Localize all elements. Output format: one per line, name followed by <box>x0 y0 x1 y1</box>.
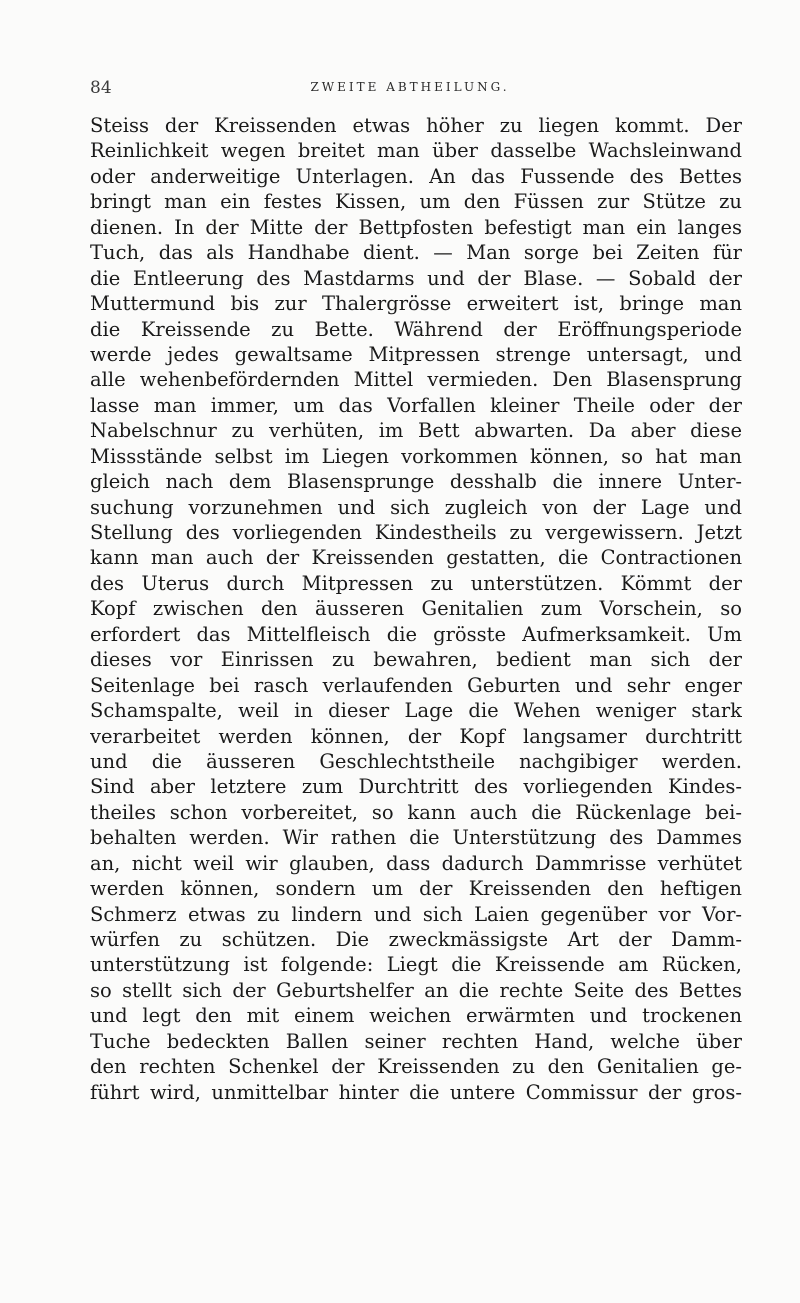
text-line: den rechten Schenkel der Kreissenden zu den Genitalien ge- <box>90 1055 742 1079</box>
text-line: und die äusseren Geschlechtstheile nachgibiger werden. <box>90 749 742 773</box>
text-line: Muttermund bis zur Thalergrösse erweitert ist, bringe man <box>90 292 742 316</box>
text-line: Sind aber letztere zum Durchtritt des vorliegenden Kindes- <box>90 775 742 799</box>
text-line: die Kreissende zu Bette. Während der Eröffnungsperiode <box>90 317 742 341</box>
text-line: Nabelschnur zu verhüten, im Bett abwarten. Da aber diese <box>90 419 742 443</box>
text-line: behalten werden. Wir rathen die Unterstützung des Dammes <box>90 826 742 850</box>
text-line: Seitenlage bei rasch verlaufenden Geburten und sehr enger <box>90 673 742 697</box>
text-line: lasse man immer, um das Vorfallen kleiner Theile oder der <box>90 393 742 417</box>
text-line: des Uterus durch Mitpressen zu unterstützen. Kömmt der <box>90 571 742 595</box>
text-line: Reinlichkeit wegen breitet man über dasselbe Wachsleinwand <box>90 139 742 163</box>
text-line: theiles schon vorbereitet, so kann auch die Rückenlage bei- <box>90 800 742 824</box>
text-line: führt wird, unmittelbar hinter die untere Commissur der gros- <box>90 1080 742 1104</box>
text-line: alle wehenbefördernden Mittel vermieden. Den Blasensprung <box>90 368 742 392</box>
page-number: 84 <box>90 78 112 98</box>
text-line: so stellt sich der Geburtshelfer an die rechte Seite des Bettes <box>90 978 742 1002</box>
running-head: ZWEITE ABTHEILUNG. <box>310 80 510 94</box>
text-line: würfen zu schützen. Die zweckmässigste Art der Damm- <box>90 928 742 951</box>
text-line: werden können, sondern um der Kreissenden den heftigen <box>90 877 742 901</box>
text-line: und legt den mit einem weichen erwärmten und trockenen <box>90 1004 742 1028</box>
text-line: gleich nach dem Blasensprunge desshalb die innere Unter- <box>90 470 742 494</box>
text-line: verarbeitet werden können, der Kopf langsamer durchtritt <box>90 724 742 748</box>
text-line: Schmerz etwas zu lindern und sich Laien gegenüber vor Vor- <box>90 902 742 926</box>
body-text <box>90 113 742 1105</box>
text-line: kann man auch der Kreissenden gestatten, die Contractionen <box>90 546 742 570</box>
text-line: Kopf zwischen den äusseren Genitalien zum Vorschein, so <box>90 597 742 621</box>
text-line: bringt man ein festes Kissen, um den Füssen zur Stütze zu <box>90 190 742 214</box>
text-line: die Entleerung des Mastdarms und der Blase. — Sobald der <box>90 266 742 290</box>
page-header <box>90 78 730 102</box>
text-line: an, nicht weil wir glauben, dass dadurch Dammrisse verhütet <box>90 851 742 875</box>
text-line: dieses vor Einrissen zu bewahren, bedient man sich der <box>90 648 742 672</box>
text-line: Tuche bedeckten Ballen seiner rechten Hand, welche über <box>90 1029 742 1053</box>
text-line: oder anderweitige Unterlagen. An das Fussende des Bettes <box>90 164 742 188</box>
text-line: suchung vorzunehmen und sich zugleich von der Lage und <box>90 495 742 519</box>
text-line: Stellung des vorliegenden Kindestheils zu vergewissern. Jetzt <box>90 521 742 544</box>
text-line: werde jedes gewaltsame Mitpressen strenge untersagt, und <box>90 342 742 366</box>
text-line: unterstützung ist folgende: Liegt die Kreissende am Rücken, <box>90 953 742 977</box>
text-line: Missstände selbst im Liegen vorkommen können, so hat man <box>90 444 742 468</box>
text-line: Tuch, das als Handhabe dient. — Man sorge bei Zeiten für <box>90 241 742 265</box>
text-line: dienen. In der Mitte der Bettpfosten befestigt man ein langes <box>90 215 742 239</box>
text-line: erfordert das Mittelfleisch die grösste Aufmerksamkeit. Um <box>90 622 742 646</box>
text-line: Steiss der Kreissenden etwas höher zu liegen kommt. Der <box>90 114 742 137</box>
text-line: Schamspalte, weil in dieser Lage die Wehen weniger stark <box>90 699 742 723</box>
